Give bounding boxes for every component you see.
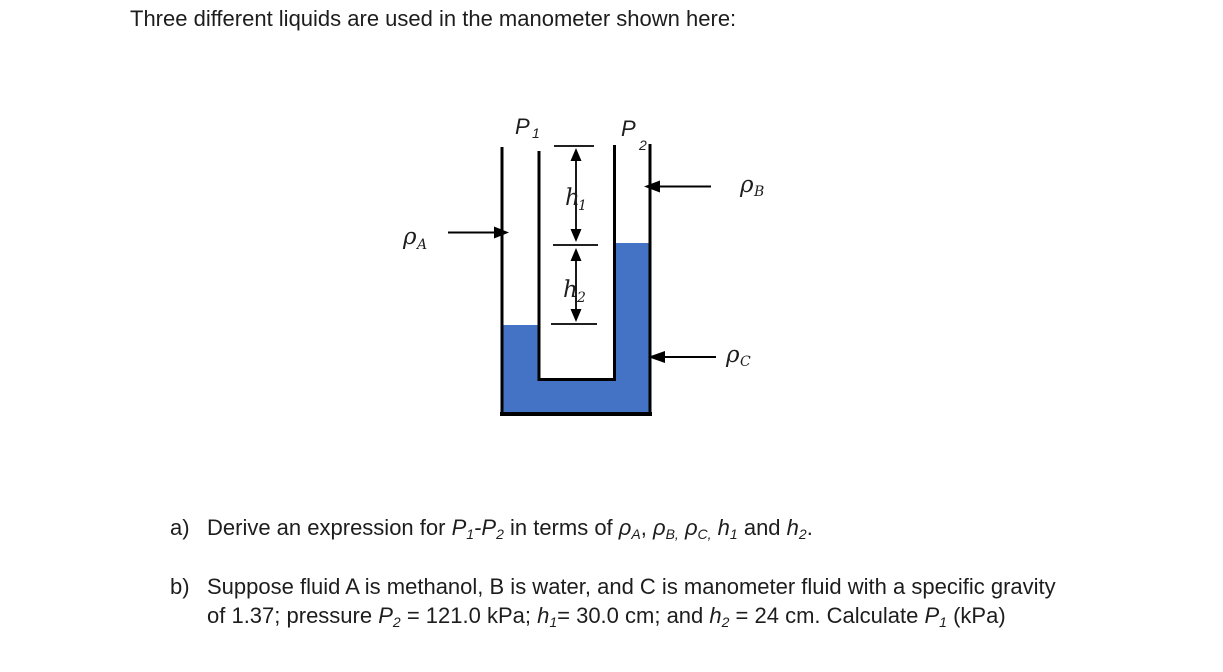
question-b-text	[207, 573, 1056, 630]
label-h1-sub: 1	[578, 198, 587, 214]
label-p1-sub: 1	[532, 125, 540, 141]
text-segment: B,	[665, 526, 679, 542]
text-segment: h	[717, 515, 730, 540]
text-segment: 2	[496, 526, 504, 542]
label-h1: h	[565, 185, 580, 211]
text-segment: 1	[939, 613, 947, 630]
text-segment: = 121.0 kPa;	[400, 602, 538, 628]
label-rho-a: ρ	[403, 224, 417, 250]
liquid-right-column	[615, 243, 650, 414]
problem-title: Three different liquids are used in the manometer shown here:	[130, 6, 737, 31]
label-h2: h	[563, 277, 578, 303]
text-segment: (kPa)	[946, 602, 1006, 628]
text-segment: P	[924, 602, 940, 628]
question-a	[170, 514, 813, 543]
label-rho-b: ρ	[740, 172, 754, 198]
text-segment: h	[786, 515, 799, 540]
text-segment: 1	[729, 526, 738, 542]
text-segment: -	[474, 515, 482, 540]
text-segment: P	[451, 515, 467, 540]
label-rho-c: ρ	[726, 342, 740, 368]
text-segment: Suppose fluid A is methanol, B is water, and C is manometer fluid with a specific gravity	[207, 574, 1056, 599]
text-segment: A	[631, 526, 641, 542]
text-segment: 2	[721, 613, 730, 630]
h1-arrow-down-icon	[571, 229, 582, 242]
question-a-marker: a)	[170, 515, 190, 540]
text-segment: 2	[392, 613, 401, 630]
label-p1: P	[515, 114, 530, 139]
text-segment: h	[709, 602, 722, 628]
h2-arrow-up-icon	[571, 248, 582, 261]
rho-b-arrow-icon	[644, 181, 660, 193]
text-segment: 1	[549, 613, 558, 630]
label-p2-sub: 2	[639, 137, 647, 153]
text-segment: Derive an expression for	[207, 515, 452, 540]
text-segment: P	[481, 515, 497, 540]
text-segment: ,	[640, 515, 653, 540]
text-segment: ρ	[684, 515, 698, 540]
label-rho-b-sub: B	[754, 184, 765, 200]
question-line	[207, 573, 1056, 602]
text-segment: C,	[697, 526, 712, 542]
text-segment: in terms of	[503, 515, 619, 540]
text-segment: and	[737, 515, 787, 540]
text-segment: ρ	[652, 515, 666, 540]
question-a-text	[207, 514, 813, 543]
label-p2: P	[621, 116, 636, 141]
text-segment: P	[378, 602, 393, 628]
question-line	[207, 514, 813, 543]
text-segment: .	[806, 515, 813, 540]
text-segment: of 1.37; pressure	[207, 602, 379, 628]
h2-arrow-down-icon	[571, 309, 582, 322]
label-rho-a-sub: A	[417, 237, 428, 253]
question-line	[207, 602, 1056, 631]
label-h2-sub: 2	[577, 290, 586, 306]
text-segment: h	[537, 602, 550, 628]
text-segment: ρ	[618, 515, 632, 540]
question-b-marker: b)	[170, 574, 190, 599]
text-segment: = 30.0 cm; and	[557, 602, 710, 628]
text-segment: 2	[798, 526, 807, 542]
h1-arrow-up-icon	[571, 148, 582, 161]
question-b	[170, 573, 1056, 630]
text-segment: = 24 cm. Calculate	[729, 602, 925, 628]
label-rho-c-sub: C	[740, 354, 751, 370]
text-segment: 1	[466, 526, 475, 542]
